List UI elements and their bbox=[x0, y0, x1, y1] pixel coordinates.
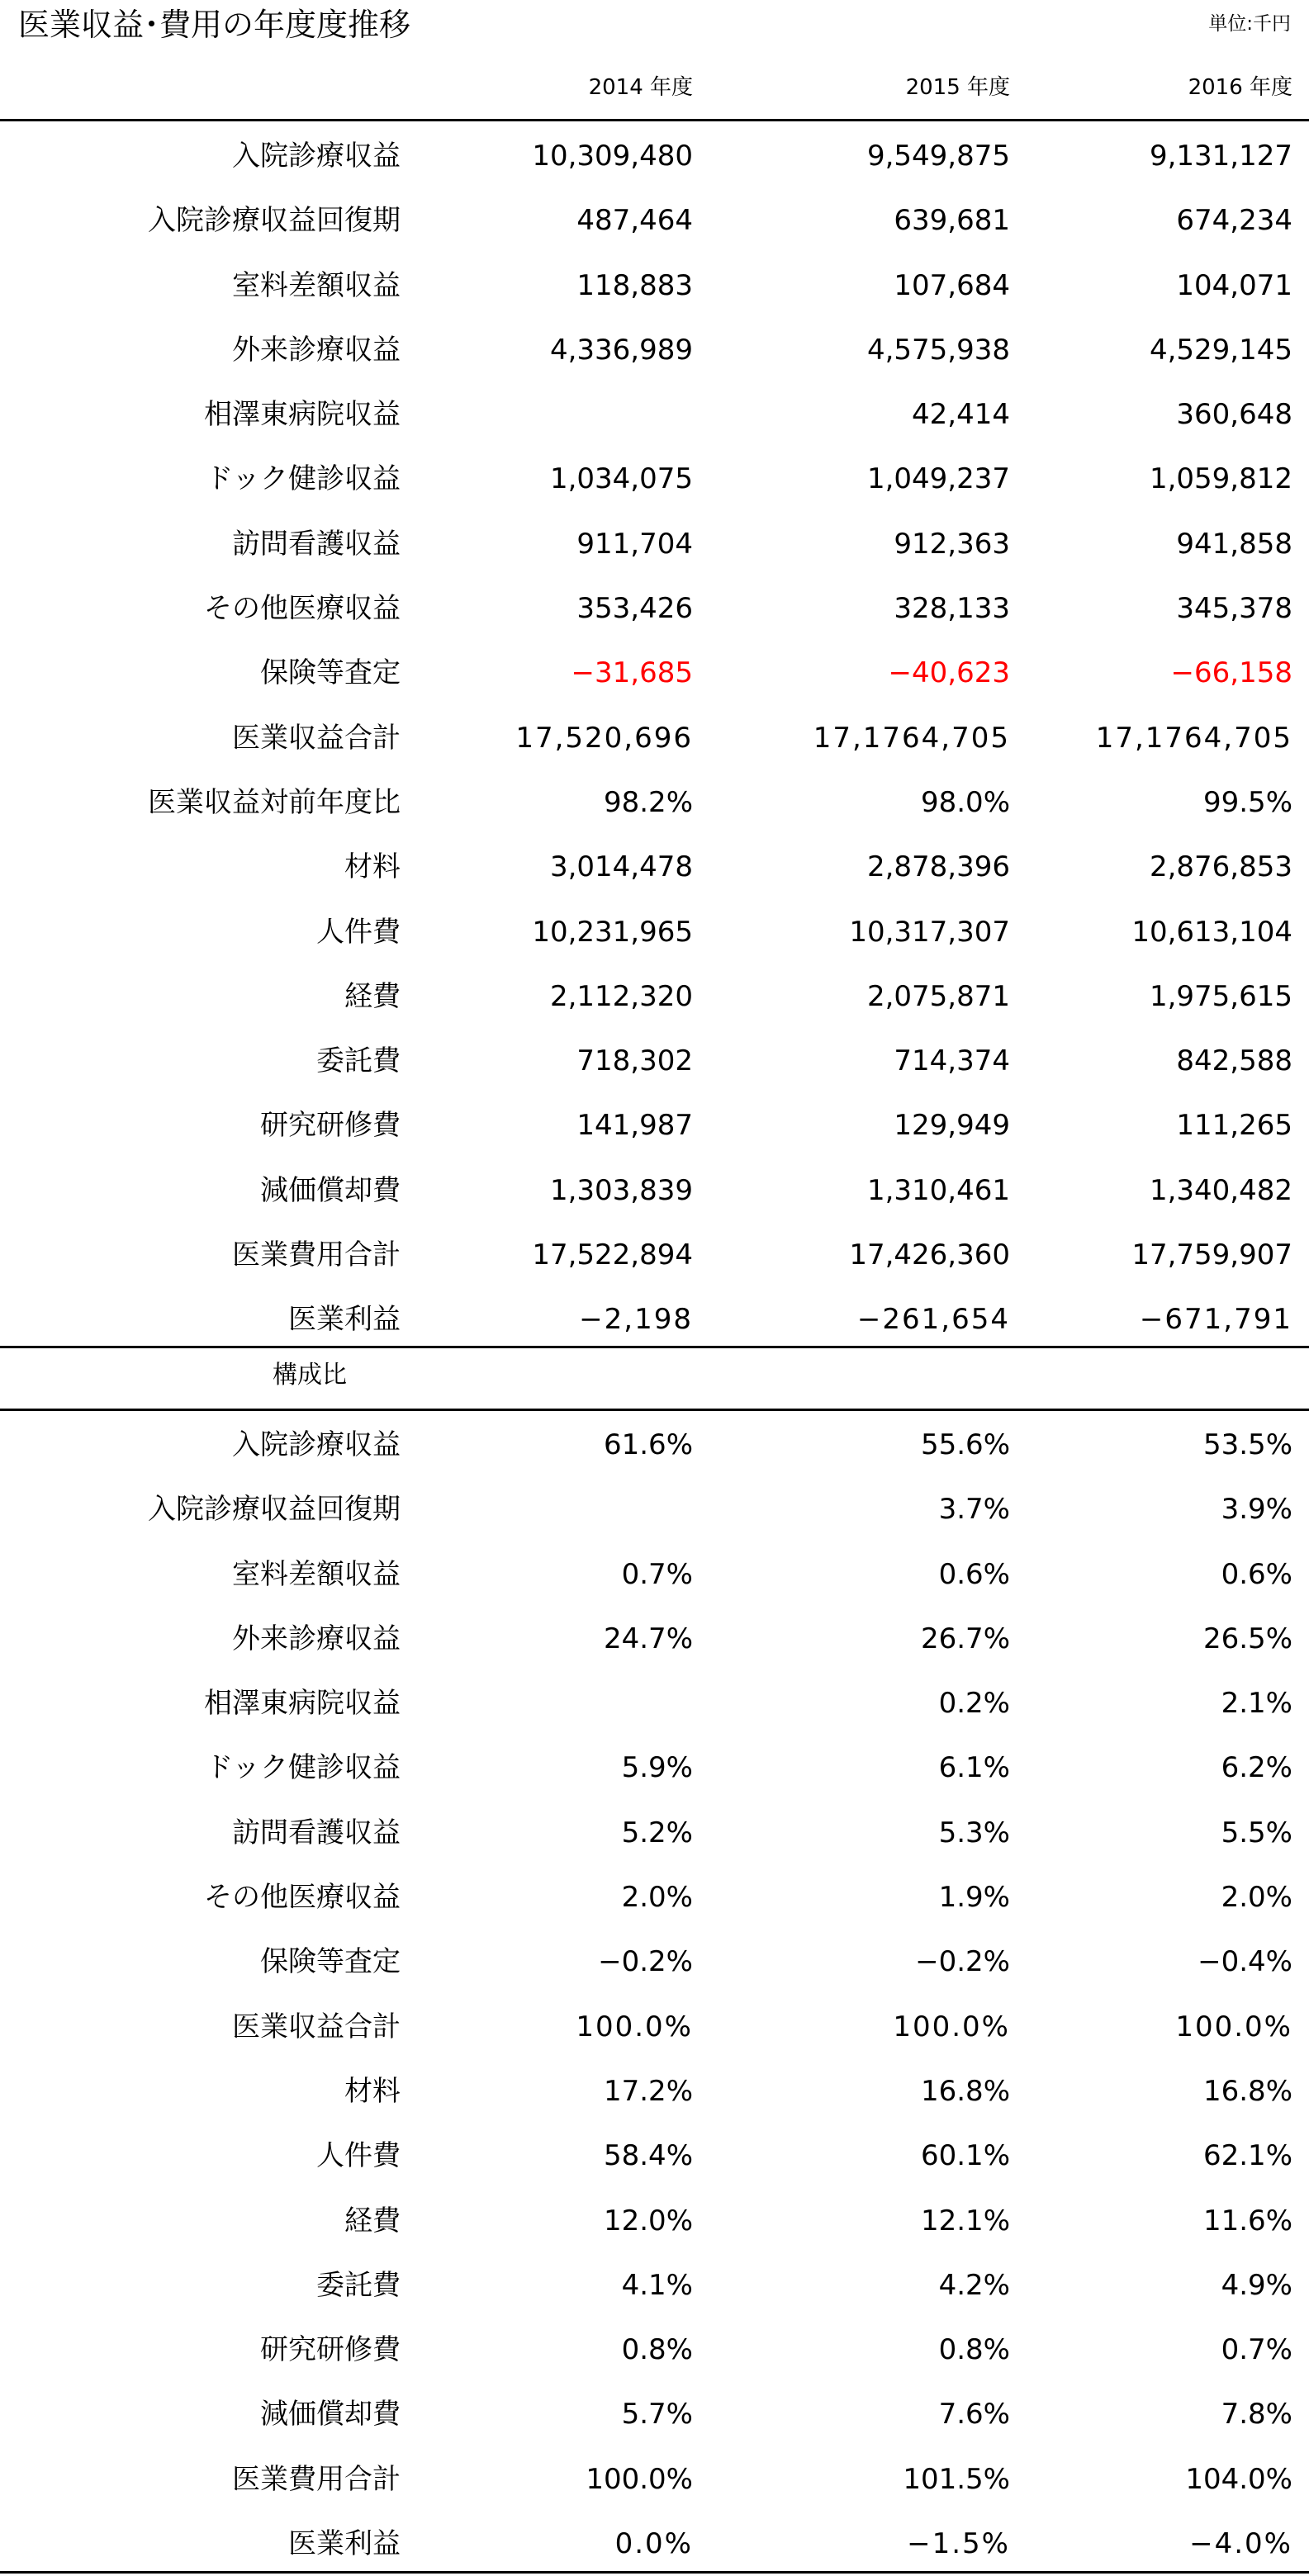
value-cell-2014: 5.9% bbox=[621, 1751, 693, 1785]
unit-label: 単位:千円 bbox=[1208, 13, 1291, 35]
value-cell-2015: −0.2% bbox=[915, 1945, 1010, 1979]
ratio-row bbox=[0, 1607, 1309, 1671]
ratio-row bbox=[0, 1930, 1309, 1994]
value-cell-2015: 60.1% bbox=[920, 2139, 1010, 2173]
value-cell-2015: 12.1% bbox=[920, 2204, 1010, 2237]
value-cell-2014: −31,685 bbox=[571, 656, 693, 690]
value-cell-2016: 6.2% bbox=[1221, 1751, 1292, 1785]
value-cell-2015: 0.2% bbox=[938, 1687, 1010, 1721]
value-cell-2015: 1,049,237 bbox=[866, 462, 1010, 496]
row-label: 相澤東病院収益 bbox=[204, 398, 401, 432]
amount-row bbox=[0, 1029, 1309, 1093]
amount-row bbox=[0, 1093, 1309, 1158]
ratio-row bbox=[0, 2382, 1309, 2446]
value-cell-2015: 107,684 bbox=[894, 268, 1010, 302]
value-cell-2014: 24.7% bbox=[603, 1622, 693, 1655]
ratio-row bbox=[0, 1413, 1309, 1477]
row-label: 訪問看護収益 bbox=[232, 1816, 401, 1849]
amount-row bbox=[0, 770, 1309, 835]
value-cell-2014: 58.4% bbox=[603, 2139, 693, 2173]
amount-row bbox=[0, 1223, 1309, 1287]
value-cell-2016: 2,876,853 bbox=[1149, 850, 1292, 884]
value-cell-2016: 17,1764,705 bbox=[1095, 721, 1292, 755]
value-cell-2015: 98.0% bbox=[920, 785, 1010, 819]
value-cell-2016: 7.8% bbox=[1221, 2398, 1292, 2432]
value-cell-2014: 5.7% bbox=[621, 2398, 693, 2432]
row-label: 医業収益対前年度比 bbox=[148, 785, 401, 819]
value-cell-2014: 0.8% bbox=[621, 2333, 693, 2367]
amount-row bbox=[0, 253, 1309, 318]
value-cell-2016: 0.6% bbox=[1221, 1557, 1292, 1591]
value-cell-2014: 61.6% bbox=[603, 1428, 693, 1461]
value-cell-2014: −0.2% bbox=[598, 1945, 693, 1979]
composition-header bbox=[0, 1347, 1309, 1405]
value-cell-2014: 141,987 bbox=[576, 1109, 693, 1143]
value-cell-2014: 5.2% bbox=[621, 1816, 693, 1849]
row-label: 委託費 bbox=[316, 1044, 401, 1078]
value-cell-2014: 353,426 bbox=[576, 592, 693, 626]
value-cell-2014: 17,520,696 bbox=[515, 721, 693, 755]
value-cell-2014: 487,464 bbox=[576, 204, 693, 238]
value-cell-2016: 11.6% bbox=[1202, 2204, 1292, 2237]
ratio-row bbox=[0, 1671, 1309, 1735]
row-label: 医業費用合計 bbox=[232, 1238, 401, 1272]
amount-row bbox=[0, 576, 1309, 641]
value-cell-2014: −2,198 bbox=[579, 1303, 693, 1337]
value-cell-2015: 0.6% bbox=[938, 1557, 1010, 1591]
header-divider bbox=[0, 119, 1309, 121]
value-cell-2016: 26.5% bbox=[1202, 1622, 1292, 1655]
value-cell-2015: 328,133 bbox=[894, 592, 1010, 626]
value-cell-2014: 2.0% bbox=[621, 1881, 693, 1915]
value-cell-2016: 104,071 bbox=[1176, 268, 1292, 302]
ratio-row bbox=[0, 2447, 1309, 2512]
value-cell-2014: 4,336,989 bbox=[549, 333, 693, 367]
value-cell-2016: 4.9% bbox=[1221, 2268, 1292, 2302]
row-label: 人件費 bbox=[316, 2139, 401, 2173]
row-label: 保険等査定 bbox=[260, 656, 401, 690]
row-label: 経費 bbox=[344, 2204, 401, 2237]
value-cell-2015: −1.5% bbox=[907, 2527, 1010, 2561]
row-label: 入院診療収益 bbox=[232, 140, 401, 173]
value-cell-2014: 718,302 bbox=[576, 1044, 693, 1078]
year-header-2016: 2016 年度 bbox=[1188, 75, 1292, 100]
value-cell-2015: 100.0% bbox=[893, 2010, 1010, 2043]
row-label: その他医療収益 bbox=[204, 592, 401, 626]
value-cell-2014: 3,014,478 bbox=[549, 850, 693, 884]
row-label: 訪問看護収益 bbox=[232, 527, 401, 561]
value-cell-2015: 2,878,396 bbox=[866, 850, 1010, 884]
value-cell-2016: 16.8% bbox=[1202, 2074, 1292, 2108]
value-cell-2014: 10,231,965 bbox=[532, 915, 693, 949]
row-label: 入院診療収益 bbox=[232, 1428, 401, 1461]
row-label: 委託費 bbox=[316, 2268, 401, 2302]
value-cell-2015: 912,363 bbox=[894, 527, 1010, 561]
row-label: 医業収益合計 bbox=[232, 2010, 401, 2043]
value-cell-2015: 10,317,307 bbox=[849, 915, 1010, 949]
value-cell-2016: 674,234 bbox=[1176, 204, 1292, 238]
value-cell-2015: 4,575,938 bbox=[866, 333, 1010, 367]
value-cell-2016: 3.9% bbox=[1221, 1493, 1292, 1527]
value-cell-2016: 360,648 bbox=[1176, 398, 1292, 432]
value-cell-2014: 0.0% bbox=[614, 2527, 693, 2561]
ratio-row bbox=[0, 2124, 1309, 2188]
row-label: 外来診療収益 bbox=[232, 333, 401, 367]
value-cell-2016: 2.0% bbox=[1221, 1881, 1292, 1915]
row-label: 室料差額収益 bbox=[232, 268, 401, 302]
amount-row bbox=[0, 900, 1309, 964]
row-label: 減価償却費 bbox=[260, 1173, 401, 1207]
value-cell-2016: −0.4% bbox=[1198, 1945, 1292, 1979]
value-cell-2015: 7.6% bbox=[938, 2398, 1010, 2432]
row-label: 外来診療収益 bbox=[232, 1622, 401, 1655]
value-cell-2016: 1,975,615 bbox=[1149, 979, 1292, 1013]
row-label: 医業利益 bbox=[288, 2527, 401, 2561]
value-cell-2015: 0.8% bbox=[938, 2333, 1010, 2367]
value-cell-2015: 4.2% bbox=[938, 2268, 1010, 2302]
row-label: 入院診療収益回復期 bbox=[148, 204, 401, 238]
row-label: 医業費用合計 bbox=[232, 2462, 401, 2496]
value-cell-2016: 10,613,104 bbox=[1131, 915, 1292, 949]
row-label: ドック健診収益 bbox=[205, 1751, 401, 1785]
ratio-row bbox=[0, 1865, 1309, 1930]
ratio-row bbox=[0, 2512, 1309, 2576]
page-title: 医業収益･費用の年度度推移 bbox=[18, 7, 411, 43]
value-cell-2016: 99.5% bbox=[1202, 785, 1292, 819]
row-label: 経費 bbox=[344, 979, 401, 1013]
value-cell-2015: 55.6% bbox=[920, 1428, 1010, 1461]
value-cell-2015: 129,949 bbox=[894, 1109, 1010, 1143]
value-cell-2014: 12.0% bbox=[603, 2204, 693, 2237]
value-cell-2016: 62.1% bbox=[1202, 2139, 1292, 2173]
value-cell-2014: 2,112,320 bbox=[549, 979, 693, 1013]
amount-row bbox=[0, 706, 1309, 770]
ratio-row bbox=[0, 2253, 1309, 2318]
amount-row bbox=[0, 641, 1309, 705]
composition-table bbox=[0, 1413, 1309, 2576]
row-label: 相澤東病院収益 bbox=[204, 1687, 401, 1721]
row-label: 保険等査定 bbox=[260, 1945, 401, 1979]
ratio-row bbox=[0, 1542, 1309, 1607]
row-label: 研究研修費 bbox=[260, 2333, 401, 2367]
value-cell-2014: 118,883 bbox=[576, 268, 693, 302]
value-cell-2016: 0.7% bbox=[1221, 2333, 1292, 2367]
amount-row bbox=[0, 124, 1309, 188]
year-header-2015: 2015 年度 bbox=[905, 75, 1010, 100]
value-cell-2015: 17,1764,705 bbox=[813, 721, 1010, 755]
value-cell-2015: 714,374 bbox=[894, 1044, 1010, 1078]
value-cell-2014: 100.0% bbox=[586, 2462, 693, 2496]
ratio-row bbox=[0, 1735, 1309, 1800]
row-label: ドック健診収益 bbox=[205, 462, 401, 496]
value-cell-2016: 17,759,907 bbox=[1131, 1238, 1292, 1272]
year-header-2014: 2014 年度 bbox=[588, 75, 693, 100]
amount-row bbox=[0, 1287, 1309, 1352]
value-cell-2016: 842,588 bbox=[1176, 1044, 1292, 1078]
value-cell-2016: −4.0% bbox=[1189, 2527, 1292, 2561]
value-cell-2014: 10,309,480 bbox=[532, 140, 693, 173]
value-cell-2014: 0.7% bbox=[621, 1557, 693, 1591]
amount-row bbox=[0, 964, 1309, 1029]
value-cell-2016: 4,529,145 bbox=[1149, 333, 1292, 367]
value-cell-2015: 6.1% bbox=[938, 1751, 1010, 1785]
row-label: 入院診療収益回復期 bbox=[148, 1493, 401, 1527]
value-cell-2014: 98.2% bbox=[603, 785, 693, 819]
value-cell-2015: −261,654 bbox=[856, 1303, 1010, 1337]
row-label: 医業収益合計 bbox=[232, 721, 401, 755]
value-cell-2015: 17,426,360 bbox=[849, 1238, 1010, 1272]
value-cell-2014: 4.1% bbox=[621, 2268, 693, 2302]
value-cell-2016: 5.5% bbox=[1221, 1816, 1292, 1849]
row-label: その他医療収益 bbox=[204, 1881, 401, 1915]
value-cell-2016: 1,059,812 bbox=[1149, 462, 1292, 496]
ratio-row bbox=[0, 1995, 1309, 2059]
composition-divider-bottom bbox=[0, 1409, 1309, 1411]
value-cell-2014: 911,704 bbox=[576, 527, 693, 561]
value-cell-2015: 26.7% bbox=[920, 1622, 1010, 1655]
row-label: 減価償却費 bbox=[260, 2398, 401, 2432]
value-cell-2015: 3.7% bbox=[938, 1493, 1010, 1527]
value-cell-2016: 941,858 bbox=[1176, 527, 1292, 561]
value-cell-2016: −66,158 bbox=[1170, 656, 1292, 690]
ratio-row bbox=[0, 2318, 1309, 2382]
value-cell-2015: 5.3% bbox=[938, 1816, 1010, 1849]
row-label: 室料差額収益 bbox=[232, 1557, 401, 1591]
value-cell-2015: 639,681 bbox=[894, 204, 1010, 238]
value-cell-2014: 17.2% bbox=[603, 2074, 693, 2108]
value-cell-2016: −671,791 bbox=[1139, 1303, 1292, 1337]
value-cell-2015: 42,414 bbox=[912, 398, 1010, 432]
row-label: 人件費 bbox=[316, 915, 401, 949]
amounts-table bbox=[0, 124, 1309, 1352]
amount-row bbox=[0, 512, 1309, 576]
composition-label: 構成比 bbox=[273, 1361, 347, 1390]
amount-row bbox=[0, 1158, 1309, 1223]
row-label: 材料 bbox=[344, 2074, 401, 2108]
ratio-row bbox=[0, 2189, 1309, 2253]
value-cell-2016: 104.0% bbox=[1185, 2462, 1292, 2496]
value-cell-2016: 100.0% bbox=[1175, 2010, 1292, 2043]
ratio-row bbox=[0, 2059, 1309, 2124]
value-cell-2016: 2.1% bbox=[1221, 1687, 1292, 1721]
ratio-row bbox=[0, 1801, 1309, 1865]
value-cell-2014: 1,303,839 bbox=[549, 1173, 693, 1207]
value-cell-2016: 53.5% bbox=[1202, 1428, 1292, 1461]
value-cell-2015: 9,549,875 bbox=[866, 140, 1010, 173]
amount-row bbox=[0, 318, 1309, 382]
amount-row bbox=[0, 835, 1309, 899]
value-cell-2015: 2,075,871 bbox=[866, 979, 1010, 1013]
value-cell-2015: 101.5% bbox=[903, 2462, 1010, 2496]
value-cell-2015: 1,310,461 bbox=[866, 1173, 1010, 1207]
amount-row bbox=[0, 382, 1309, 447]
value-cell-2014: 100.0% bbox=[576, 2010, 693, 2043]
value-cell-2015: 1.9% bbox=[938, 1881, 1010, 1915]
value-cell-2014: 1,034,075 bbox=[549, 462, 693, 496]
value-cell-2014: 17,522,894 bbox=[532, 1238, 693, 1272]
row-label: 医業利益 bbox=[288, 1303, 401, 1337]
value-cell-2016: 345,378 bbox=[1176, 592, 1292, 626]
amount-row bbox=[0, 188, 1309, 253]
value-cell-2015: −40,623 bbox=[888, 656, 1010, 690]
ratio-row bbox=[0, 1477, 1309, 1541]
report-header bbox=[0, 0, 1309, 54]
row-label: 研究研修費 bbox=[260, 1109, 401, 1143]
row-label: 材料 bbox=[344, 850, 401, 884]
year-header-row bbox=[0, 66, 1309, 116]
value-cell-2016: 1,340,482 bbox=[1149, 1173, 1292, 1207]
value-cell-2016: 111,265 bbox=[1176, 1109, 1292, 1143]
value-cell-2016: 9,131,127 bbox=[1149, 140, 1292, 173]
bottom-rule bbox=[0, 2571, 1309, 2574]
value-cell-2015: 16.8% bbox=[920, 2074, 1010, 2108]
amount-row bbox=[0, 447, 1309, 511]
